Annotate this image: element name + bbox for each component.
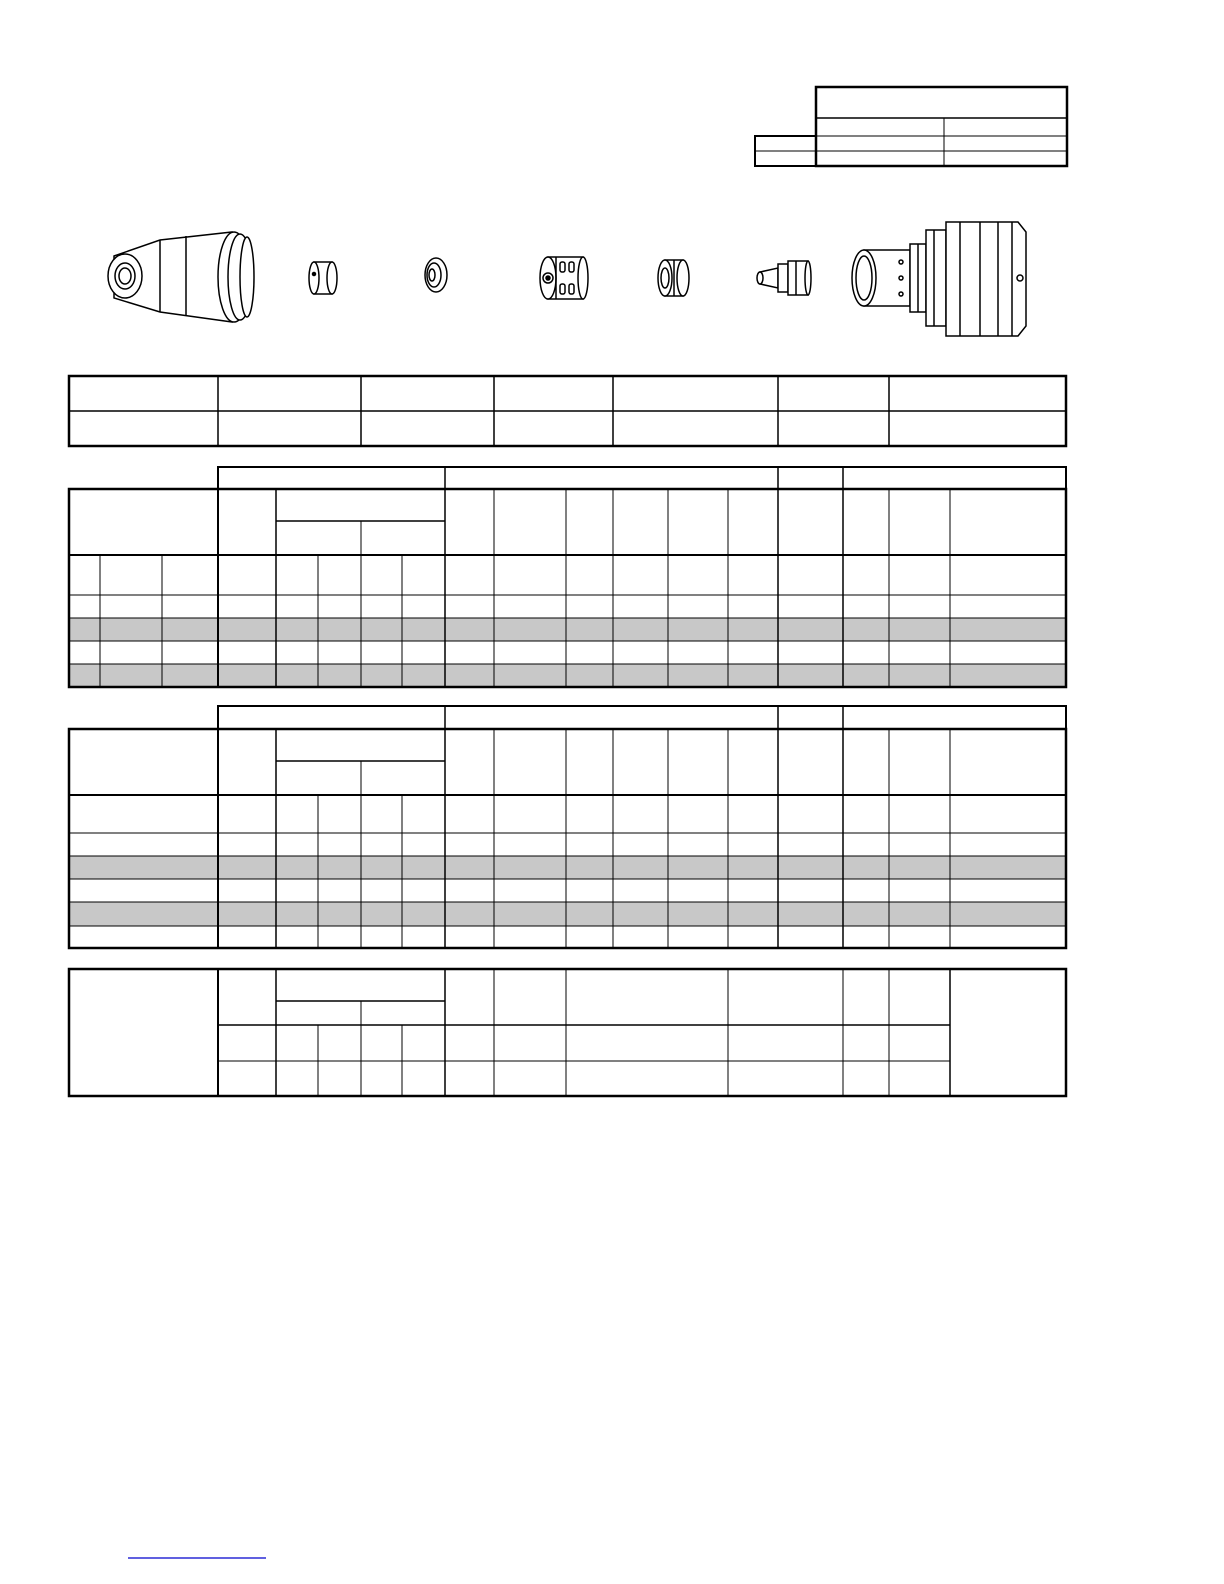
- parts-table: [69, 376, 1066, 446]
- marking-table: [69, 969, 1066, 1096]
- cut-chart-1: [69, 467, 1066, 687]
- shield-cap-icon: [309, 262, 337, 294]
- swirl-ring-icon: [540, 257, 588, 299]
- torch-body-icon: [852, 222, 1026, 336]
- nozzle-icon: [658, 260, 689, 296]
- shield-icon: [108, 232, 254, 322]
- cut-chart-2: [69, 706, 1066, 948]
- gas-table: [755, 87, 1067, 166]
- electrode-icon: [757, 261, 811, 295]
- retaining-ring-icon: [425, 258, 447, 292]
- parts-illustration: [108, 222, 1026, 336]
